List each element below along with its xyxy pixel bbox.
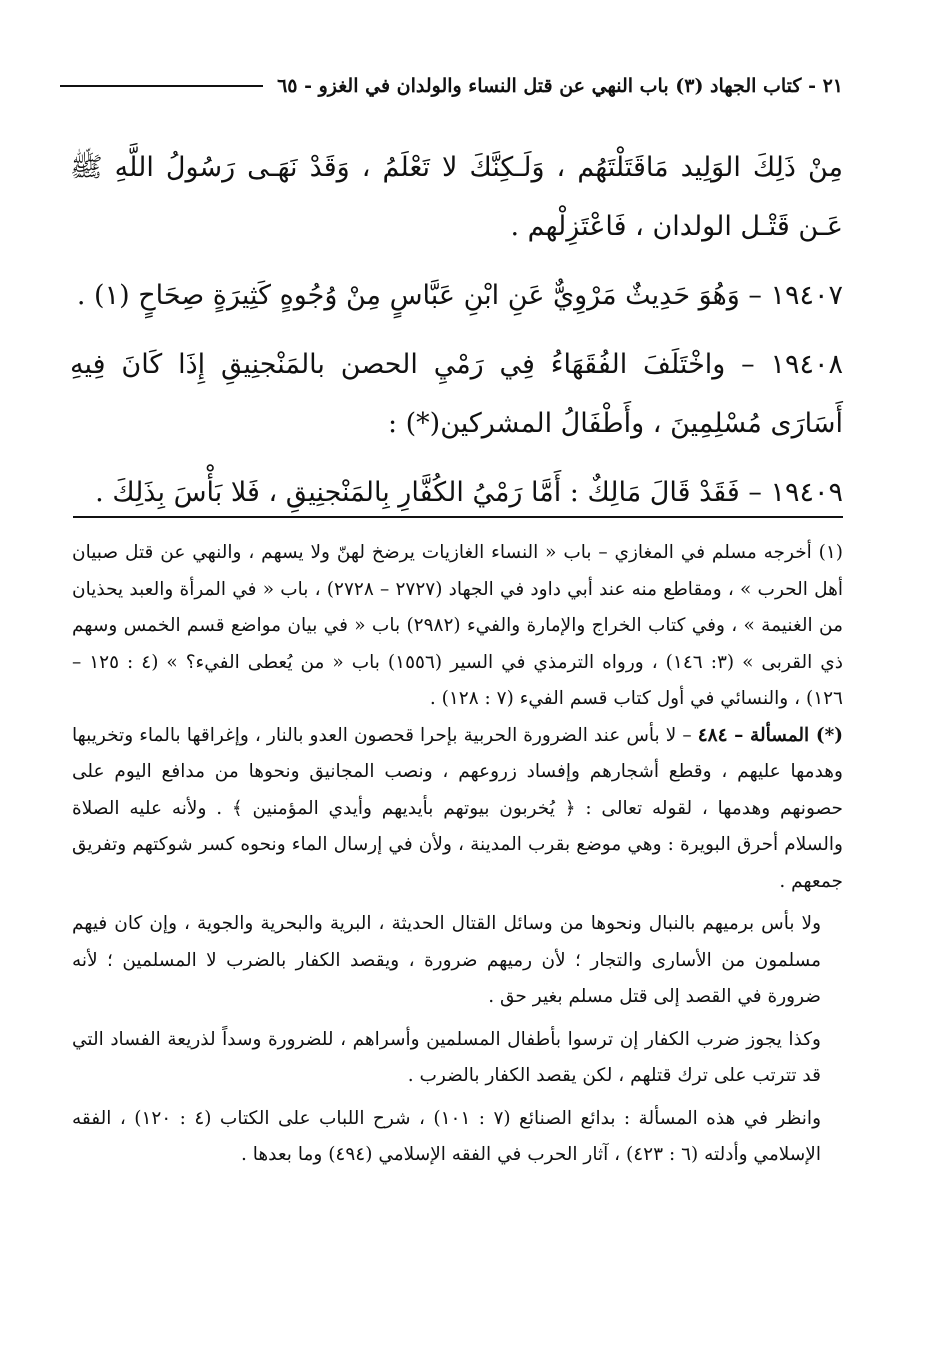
footnote-star-label: (*) المسألة – ٤٨٤ (697, 724, 844, 746)
running-header (60, 66, 843, 106)
footnote-paragraph-3: وكذا يجوز ضرب الكفار إن ترسوا بأطفال المسلمين وأسراهم ، للضرورة وسداً لذريعة الفساد التي قد تترتب على ترك قتلهم ، لكن يقصد الكفار بالضرب . (72, 1028, 821, 1086)
footnote-separator-end (100, 516, 140, 518)
header-title: ٢١ - كتاب الجهاد (٣) باب النهي عن قتل النساء والولدان في الغزو - ٦٥ (277, 75, 843, 97)
footnote-paragraph-2: ولا بأس برميهم بالنبال ونحوها من وسائل القتال الحديثة ، البرية والبحرية والجوية ، وإن كان فيهم مسلمون من الأسارى والتجار ؛ لأن رميهم ضرورة ، ويقصد الكفار بالضرب لا المسلمين ؛ لأنه ضرورة في القصد إلى قتل مسلم بغير حق . (72, 913, 821, 1007)
footnote-separator (73, 516, 843, 518)
main-paragraph-1: مِنْ ذَلِكَ الوَلِيد مَاقَتَلْتَهُم ، وَلَـكِنَّكَ لا تَعْلَمُ ، وَقَدْ نَهَـى رَسُولُ اللَّهِ ﷺ عَـن قَتْـل الولدان ، فَاعْتَزِلْهم . (70, 152, 843, 242)
main-paragraph-19409: ١٩٤٠٩ – فَقَدْ قَالَ مَالِكٌ : أَمَّا رَمْيُ الكُفَّارِ بِالمَنْجنِيقِ ، فَلا بَأْسَ بِذَلِكَ . (95, 477, 843, 508)
header-rule (60, 85, 263, 87)
main-paragraph-19408: ١٩٤٠٨ – واخْتَلَفَ الفُقَهَاءُ فِي رَمْيِ الحصن بالمَنْجنِيقِ إِذَا كَانَ فِيهِ أَسَارَى مُسْلِمِينَ ، وأَطْفَالُ المشركين(*) : (70, 349, 843, 439)
footnote-star-text: – لا بأس عند الضرورة الحربية بإحرا قحصون العدو بالنار ، وإغراقها بالماء وتخريبها وهدمها عليهم ، وقطع أشجارهم وإفساد زروعهم ، ونصب المجانيق ونحوها من مدافع اليوم على حصونهم وهدمها ، لقوله تعالى : ﴿ يُخربون بيوتهم بأيديهم وأيدي المؤمنين ﴾ . ولأنه عليه الصلاة والسلام أحرق البويرة : وهي موضع بقرب المدينة ، ولأن في إرسال الماء ونحوه كسر شوكتهم وتفريق جمعهم . (72, 724, 843, 892)
footnote-star (72, 718, 843, 901)
footnote-paragraph-4: وانظر في هذه المسألة : بدائع الصنائع (٧ : ١٠١) ، شرح اللباب على الكتاب (٤ : ١٢٠) ، الفقه الإسلامي وأدلته (٦ : ٤٢٣) ، آثار الحرب في الفقه الإسلامي (٤٩٤) وما بعدها . (72, 1107, 821, 1165)
footnotes (72, 535, 843, 1174)
main-text (70, 138, 843, 522)
footnote-1: (١) أخرجه مسلم في المغازي – باب « النساء الغازيات يرضخ لهنّ ولا يسهم ، والنهي عن قتل صبيان أهل الحرب » ، ومقاطع منه عند أبي داود في الجهاد (٢٧٢٧ – ٢٧٢٨) ، باب « في المرأة والعبد يحذيان من الغنيمة » ، وفي كتاب الخراج والإمارة والفيء (٢٩٨٢) باب « في بيان مواضع قسم الخمس وسهم ذي القربى » (٣: ١٤٦) ، ورواه الترمذي في السير (١٥٥٦) باب « من يُعطى الفيء؟ » (٤ : ١٢٥ – ١٢٦) ، والنسائي في أول كتاب قسم الفيء (٧ : ١٢٨) . (72, 542, 844, 709)
main-paragraph-19407: ١٩٤٠٧ – وَهُوَ حَدِيثٌ مَرْوِيٌّ عَنِ ابْنِ عَبَّاسٍ مِنْ وُجُوهٍ كَثِيرَةٍ صِحَاحٍ (١) . (76, 280, 843, 311)
